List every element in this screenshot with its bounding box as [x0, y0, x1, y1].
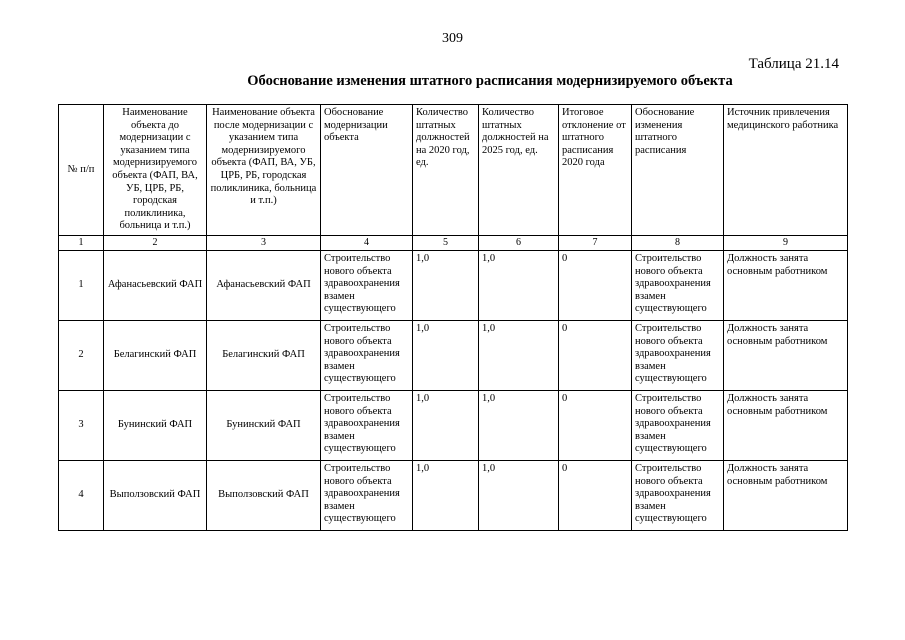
document-title: Обоснование изменения штатного расписания модернизируемого объекта [247, 73, 733, 89]
worker-source: Должность занята основным работником [724, 460, 848, 530]
table-row [59, 460, 848, 530]
header-row [59, 105, 848, 236]
worker-source: Должность занята основным работником [724, 320, 848, 390]
table-reference: Таблица 21.14 [748, 56, 839, 72]
staff-2020: 1,0 [413, 250, 479, 320]
object-name-after: Белагинский ФАП [207, 320, 321, 390]
col-header-source: Источник привлечения медицинского работника [724, 105, 848, 236]
staff-2020: 1,0 [413, 320, 479, 390]
row-number: 3 [59, 390, 104, 460]
col-header-staff-2025: Количество штатных должностей на 2025 год, ед. [479, 105, 559, 236]
column-number: 7 [559, 235, 632, 250]
col-header-deviation: Итоговое отклонение от штатного расписания 2020 года [559, 105, 632, 236]
object-name-after: Афанасьевский ФАП [207, 250, 321, 320]
col-header-name-after: Наименование объекта после модернизации с указанием типа модернизируемого объекта (ФАП, ВА, УБ, ЦРБ, РБ, городская поликлиника, больница и т.п.) [207, 105, 321, 236]
row-number: 2 [59, 320, 104, 390]
deviation: 0 [559, 390, 632, 460]
col-header-change-reason: Обоснование изменения штатного расписания [632, 105, 724, 236]
object-name-before: Белагинский ФАП [104, 320, 207, 390]
object-name-before: Афанасьевский ФАП [104, 250, 207, 320]
staff-2025: 1,0 [479, 320, 559, 390]
worker-source: Должность занята основным работником [724, 390, 848, 460]
column-number: 8 [632, 235, 724, 250]
staff-2020: 1,0 [413, 390, 479, 460]
change-reason: Строительство нового объекта здравоохранения взамен существующего [632, 460, 724, 530]
change-reason: Строительство нового объекта здравоохранения взамен существующего [632, 390, 724, 460]
table-row [59, 390, 848, 460]
modernization-reason: Строительство нового объекта здравоохранения взамен существующего [321, 390, 413, 460]
column-number: 2 [104, 235, 207, 250]
change-reason: Строительство нового объекта здравоохранения взамен существующего [632, 320, 724, 390]
row-number: 1 [59, 250, 104, 320]
modernization-reason: Строительство нового объекта здравоохранения взамен существующего [321, 250, 413, 320]
column-number: 1 [59, 235, 104, 250]
column-number-row [59, 235, 848, 250]
modernization-reason: Строительство нового объекта здравоохранения взамен существующего [321, 320, 413, 390]
object-name-before: Бунинский ФАП [104, 390, 207, 460]
deviation: 0 [559, 460, 632, 530]
object-name-before: Выползовский ФАП [104, 460, 207, 530]
column-number: 5 [413, 235, 479, 250]
table-row [59, 250, 848, 320]
object-name-after: Выползовский ФАП [207, 460, 321, 530]
staff-2025: 1,0 [479, 390, 559, 460]
column-number: 3 [207, 235, 321, 250]
table-row [59, 320, 848, 390]
staff-2025: 1,0 [479, 460, 559, 530]
worker-source: Должность занята основным работником [724, 250, 848, 320]
column-number: 6 [479, 235, 559, 250]
row-number: 4 [59, 460, 104, 530]
deviation: 0 [559, 320, 632, 390]
staff-2025: 1,0 [479, 250, 559, 320]
change-reason: Строительство нового объекта здравоохранения взамен существующего [632, 250, 724, 320]
modernization-reason: Строительство нового объекта здравоохранения взамен существующего [321, 460, 413, 530]
col-header-number: № п/п [59, 105, 104, 236]
col-header-name-before: Наименование объекта до модернизации с указанием типа модернизируемого объекта (ФАП, ВА, УБ, ЦРБ, РБ, городская поликлиника, больница и т.п.) [104, 105, 207, 236]
staffing-table [58, 104, 848, 531]
deviation: 0 [559, 250, 632, 320]
page-number: 309 [442, 31, 463, 46]
col-header-staff-2020: Количество штатных должностей на 2020 год, ед. [413, 105, 479, 236]
column-number: 9 [724, 235, 848, 250]
staff-2020: 1,0 [413, 460, 479, 530]
column-number: 4 [321, 235, 413, 250]
object-name-after: Бунинский ФАП [207, 390, 321, 460]
col-header-modernization-reason: Обоснование модернизации объекта [321, 105, 413, 236]
